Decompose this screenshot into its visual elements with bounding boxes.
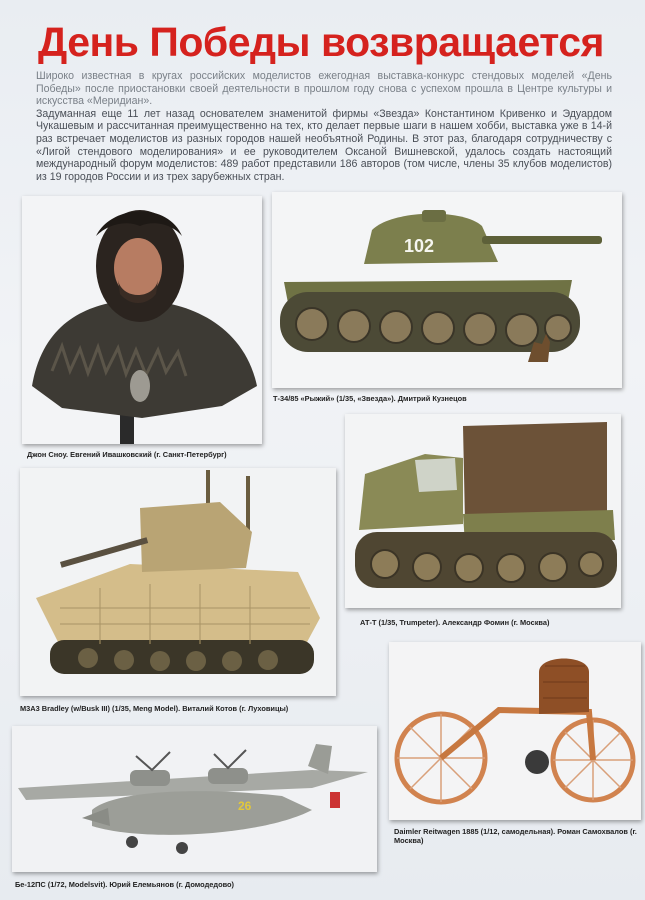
intro-paragraph-2: Задуманная еще 11 лет назад основателем знаменитой фирмы «Звезда» Константином Кривенко и Эдуардом Чукашевым и рассчитанная преимущественно на тех, кто делает первые шаги в нашем хобби, выставка уже в 14-й раз встречает моделистов из разных городов нашей необъятной Родины. В этот раз, благодаря сотрудничеству с «Лигой стендового моделирования» и ее руководителем Оксаной Вишневской, удалось создать настоящий международный форум моделистов: 489 работ представили 186 авторов (том числе, члены 35 клубов моделистов) из 19 городов России и из трех зарубежных стран. [36, 107, 612, 183]
photo-bust [22, 196, 262, 444]
caption-att: АТ-Т (1/35, Trumpeter). Александр Фомин (г. Москва) [360, 618, 550, 627]
photo-t34 [272, 192, 622, 388]
article-intro [36, 70, 612, 183]
svg-text:26: 26 [238, 799, 252, 813]
caption-bust: Джон Сноу. Евгений Ивашковский (г. Санкт-Петербург) [27, 450, 227, 459]
article-title: День Победы возвращается [38, 19, 604, 65]
t34-marking: 102 [404, 236, 435, 256]
photo-bradley [20, 468, 336, 696]
photo-daimler [389, 642, 641, 820]
bradley-illustration [20, 468, 336, 696]
photo-att [345, 414, 621, 608]
caption-t34: Т-34/85 «Рыжий» (1/35, «Звезда»). Дмитрий Кузнецов [273, 394, 467, 403]
intro-paragraph-1: Широко известная в кругах российских моделистов ежегодная выставка-конкурс стендовых моделей «День Победы» после приостановки своей деятельности в прошлом году снова с успехом прошла в Центре культуры и искусства «Меридиан». [36, 70, 612, 108]
att-illustration [345, 414, 621, 608]
caption-daimler: Daimler Reitwagen 1885 (1/12, самодельная). Роман Самохвалов (г. Москва) [394, 827, 637, 845]
daimler-illustration [389, 642, 641, 820]
t34-illustration [272, 192, 622, 388]
caption-bradley: М3А3 Bradley (w/Busk III) (1/35, Meng Model). Виталий Котов (г. Луховицы) [20, 704, 289, 713]
photo-be12 [12, 726, 377, 872]
caption-be12: Бе-12ПС (1/72, Modelsvit). Юрий Елемьянов (г. Домодедово) [15, 880, 235, 889]
be12-illustration [12, 726, 377, 872]
bust-illustration [22, 196, 262, 444]
